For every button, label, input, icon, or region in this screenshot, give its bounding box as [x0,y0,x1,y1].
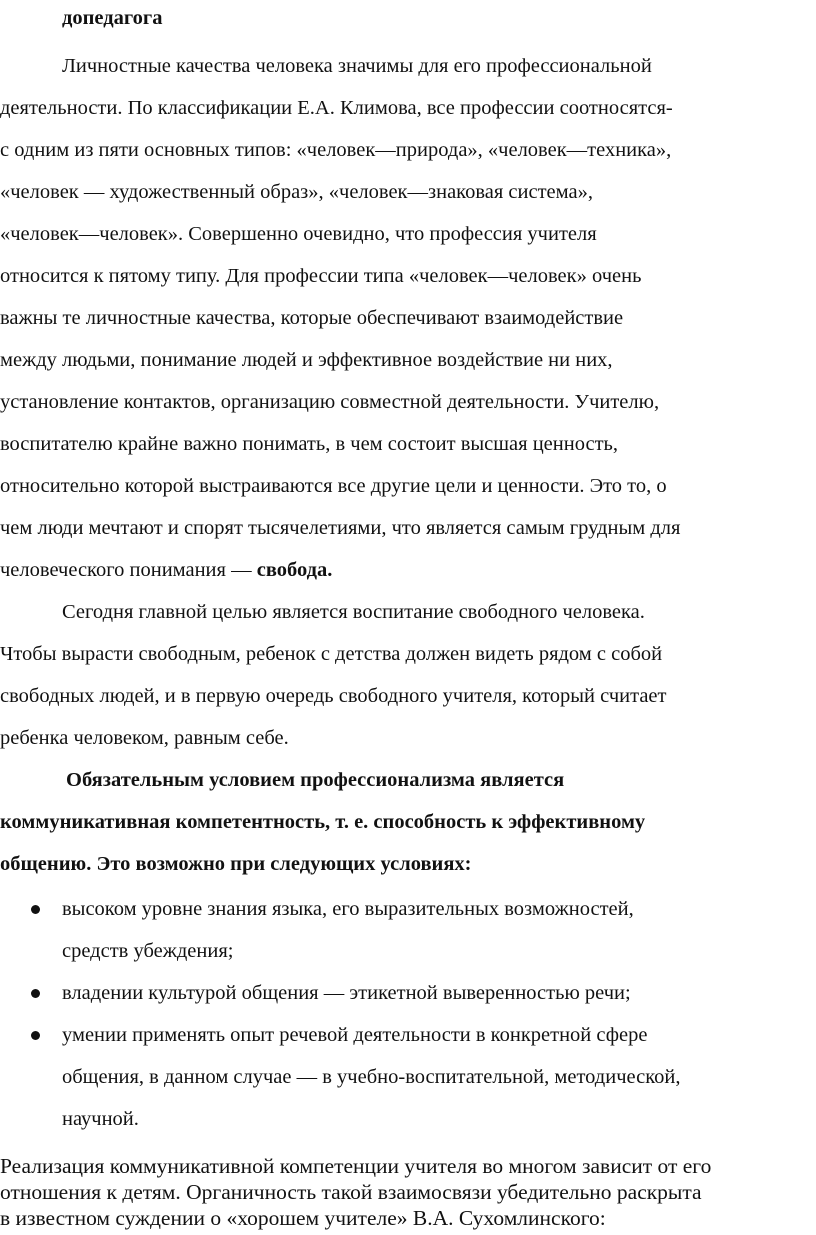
paragraph1-line: установление контактов, организацию совместной деятельности. Учителю, [0,391,660,413]
final-paragraph-line: Реализация коммуникативной компетенции учителя во многом зависит от его [0,1154,712,1178]
paragraph2-line: Чтобы вырасти свободным, ребенок с детства должен видеть рядом с собой [0,643,663,665]
paragraph2-line: Сегодня главной целью является воспитание свободного человека. [62,601,645,623]
paragraph1-line: с одним из пяти основных типов: «человек—природа», «человек—техника», [0,139,672,161]
bullet-item-line: научной. [62,1108,139,1130]
bullet-item-line: общения, в данном случае — в учебно-воспитательной, методической, [62,1066,681,1088]
bullet-item-line: умении применять опыт речевой деятельности в конкретной сфере [62,1024,648,1046]
bullet-dot-icon [31,905,40,914]
paragraph1-line: воспитателю крайне важно понимать, в чем состоит высшая ценность, [0,433,619,455]
paragraph1-line: важны те личностные качества, которые обеспечивают взаимодействие [0,307,624,329]
paragraph1-line: относится к пятому типу. Для профессии типа «человек—человек» очень [0,265,642,287]
paragraph1-line: «человек—человек». Совершенно очевидно, что профессия учителя [0,223,597,245]
bullet-dot-icon [31,989,40,998]
bullet-item-line: высоком уровне знания языка, его выразительных возможностей, [62,898,634,920]
paragraph1-line: Личностные качества человека значимы для его профессиональной [62,55,652,77]
bullet-item-line: средств убеждения; [62,940,234,962]
freedom-keyword: свобода. [256,559,333,581]
paragraph1-line: деятельности. По классификации Е.А. Климова, все профессии соотносятся- [0,97,673,119]
paragraph1-line: относительно которой выстраиваются все другие цели и ценности. Это то, о [0,475,667,497]
paragraph1-line: между людьми, понимание людей и эффективное воздействие ни них, [0,349,613,371]
bold-paragraph-line: общению. Это возможно при следующих условиях: [0,853,472,875]
heading-fragment: допедагога [62,7,163,29]
bold-paragraph-line: коммуникативная компетентность, т. е. способность к эффективному [0,811,646,833]
bold-paragraph-line: Обязательным условием профессионализма является [66,769,565,791]
paragraph1-line: «человек — художественный образ», «человек—знаковая система», [0,181,593,203]
paragraph1-last-line [0,558,332,582]
paragraph1-line: чем люди мечтают и спорят тысячелетиями, что является самым грудным для [0,517,681,539]
paragraph2-line: свободных людей, и в первую очередь свободного учителя, который считает [0,685,667,707]
final-paragraph-line: в известном суждении о «хорошем учителе» В.А. Сухомлинского: [0,1206,606,1230]
final-paragraph-line: отношения к детям. Органичность такой взаимосвязи убедительно раскрыта [0,1180,702,1204]
bullet-dot-icon [31,1031,40,1040]
paragraph2-line: ребенка человеком, равным себе. [0,727,289,749]
paragraph1-last-text: человеческого понимания — [0,559,257,581]
bullet-item-line: владении культурой общения — этикетной выверенностью речи; [62,982,631,1004]
